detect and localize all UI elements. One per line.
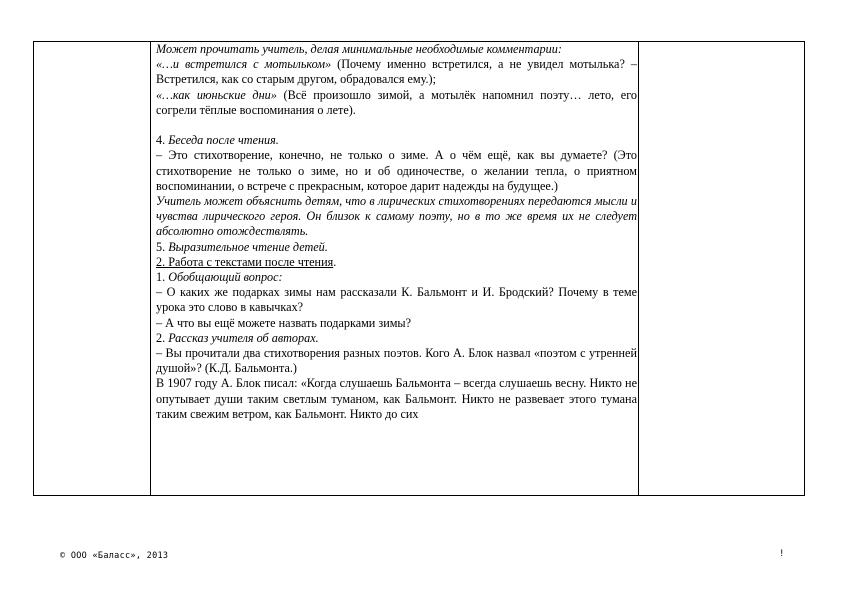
lesson-paragraph <box>156 240 637 255</box>
text-run: – Это стихотворение, конечно, не только о зиме. А о чём ещё, как вы думаете? (Это стихотворение не только о зиме, но и об одиночестве, о желании тепла, о приятном воспоминании, о встрече с прекрасным, которое дарит надежды на будущее.) <box>156 148 637 193</box>
column-divider-left <box>150 42 151 495</box>
page-number: ! <box>779 549 785 559</box>
text-run: Может прочитать учитель, делая минимальные необходимые комментарии: <box>156 42 562 56</box>
text-run: . <box>333 254 337 269</box>
footer-copyright: © ООО «Баласс», 2013 <box>60 551 169 561</box>
text-run: 1. <box>156 270 169 285</box>
text-run: (Почему именно встретился, а не увидел мотылька? – Встретился, как со старым другом, обрадовался ему.); <box>156 57 637 87</box>
text-run: 5. <box>156 239 169 254</box>
lesson-paragraph <box>156 148 637 194</box>
lesson-paragraph <box>156 88 637 118</box>
text-run: 2. Работа с текстами после чтения <box>156 254 334 269</box>
lesson-paragraph <box>156 194 637 240</box>
lesson-paragraph <box>156 255 637 270</box>
lesson-paragraph <box>156 316 637 331</box>
text-run: «…и встретился с мотыльком» <box>156 57 332 72</box>
lesson-paragraph <box>156 57 637 87</box>
text-run: 2. <box>156 330 169 345</box>
text-run: В 1907 году А. Блок писал: «Когда слушаешь Бальмонта – всегда слушаешь весну. Никто не опутывает души таким светлым туманом, как Бальмонт. Никто не развевает этого тумана таким свежим ветром, как Бальмонт. Никто до сих <box>156 376 637 421</box>
lesson-paragraph <box>156 346 637 376</box>
text-run: Обобщающий вопрос: <box>168 270 283 285</box>
text-run: «…как июньские дни» <box>156 87 277 102</box>
text-run: Беседа после чтения. <box>168 133 279 148</box>
lesson-paragraph <box>156 133 637 148</box>
lesson-paragraph <box>156 285 637 315</box>
text-run: 4. <box>156 133 169 148</box>
lesson-paragraph <box>156 331 637 346</box>
lesson-paragraph <box>156 42 637 57</box>
lesson-paragraph <box>156 270 637 285</box>
text-run: – А что вы ещё можете назвать подарками зимы? <box>156 315 412 330</box>
text-run: Рассказ учителя об авторах. <box>168 330 319 345</box>
text-run: Выразительное чтение детей. <box>168 239 328 254</box>
text-run: – О каких же подарках зимы нам рассказали К. Бальмонт и И. Бродский? Почему в теме урока это слово в кавычках? <box>156 285 637 315</box>
column-divider-right <box>638 42 639 495</box>
lesson-paragraph <box>156 376 637 422</box>
lesson-content-cell <box>156 42 637 422</box>
blank-line <box>156 118 637 133</box>
text-run: (Всё произошло зимой, а мотылёк напомнил поэту… лето, его согрели тёплые воспоминания о лете). <box>156 87 637 117</box>
lesson-table <box>33 41 805 496</box>
text-run: Учитель может объяснить детям, что в лирических стихотворениях передаются мысли и чувства лирического героя. Он близок к самому поэту, но в то же время их не следует абсолютно отождествлять. <box>156 194 637 239</box>
text-run: – Вы прочитали два стихотворения разных поэтов. Кого А. Блок назвал «поэтом с утренней душой»? (К.Д. Бальмонта.) <box>156 346 637 376</box>
